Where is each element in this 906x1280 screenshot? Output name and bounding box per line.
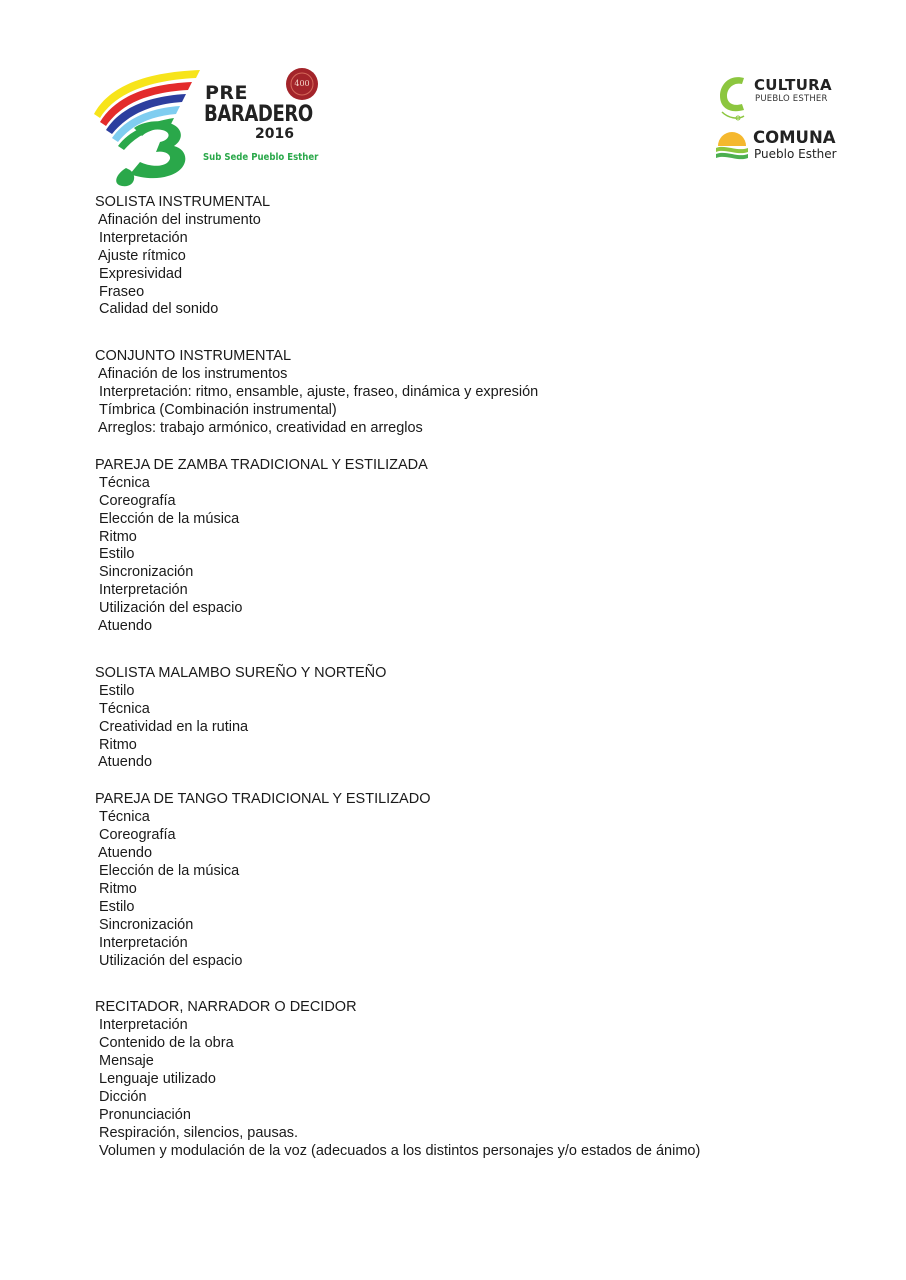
list-item: Coreografía: [99, 492, 176, 509]
list-item: Ritmo: [99, 528, 137, 545]
list-item: Estilo: [99, 546, 135, 563]
list-item: Arreglos: trabajo armónico, creatividad en arreglos: [98, 419, 423, 436]
comuna-logo: [714, 128, 844, 168]
list-item: Interpretación: [99, 1017, 188, 1034]
list-item: Ajuste rítmico: [98, 247, 186, 264]
list-item: Estilo: [99, 898, 135, 915]
list-item: Mensaje: [99, 1053, 154, 1070]
list-item: Utilización del espacio: [99, 952, 243, 969]
section-title: RECITADOR, NARRADOR O DECIDOR: [95, 999, 357, 1016]
pre-baradero-logo: [90, 66, 330, 188]
list-item: Elección de la música: [99, 510, 240, 527]
logo-year-text: 2016: [255, 126, 294, 142]
list-item: Técnica: [99, 700, 150, 717]
list-item: Sincronización: [99, 564, 194, 581]
section-conjunto-instrumental: [95, 348, 875, 438]
section-solista-malambo: [95, 665, 875, 772]
section-solista-instrumental: [95, 194, 875, 319]
section-pareja-tango: [95, 791, 875, 970]
list-item: Pronunciación: [99, 1106, 191, 1123]
logo-subsede-text: Sub Sede Pueblo Esther: [203, 152, 319, 163]
cultura-logo: [714, 72, 844, 122]
list-item: Dicción: [99, 1088, 147, 1105]
section-recitador: [95, 999, 875, 1160]
section-title: PAREJA DE ZAMBA TRADICIONAL Y ESTILIZADA: [95, 456, 428, 473]
list-item: Elección de la música: [99, 863, 240, 879]
cultura-c-icon: [714, 72, 754, 122]
list-item: Creatividad en la rutina: [99, 718, 249, 735]
list-item: Sincronización: [99, 916, 194, 933]
list-item: Coreografía: [99, 827, 176, 844]
section-title: SOLISTA MALAMBO SUREÑO Y NORTEÑO: [95, 664, 387, 681]
criteria-document: [95, 194, 875, 1180]
list-item: Volumen y modulación de la voz (adecuados a los distintos personajes y/o estados de ánimo): [99, 1142, 701, 1159]
list-item: Fraseo: [99, 283, 145, 300]
section-title: PAREJA DE TANGO TRADICIONAL Y ESTILIZADO: [95, 791, 431, 808]
section-title: SOLISTA INSTRUMENTAL: [95, 194, 271, 210]
logo-pre-text: PRE: [205, 82, 249, 104]
list-item: Ritmo: [99, 736, 137, 753]
list-item: Técnica: [99, 809, 150, 826]
list-item: Interpretación: [99, 582, 188, 599]
logo-baradero-text: BARADERO: [204, 102, 313, 127]
list-item: Interpretación: ritmo, ensamble, ajuste, fraseo, dinámica y expresión: [99, 384, 539, 401]
list-item: Afinación del instrumento: [98, 211, 261, 228]
list-item: Interpretación: [99, 934, 188, 951]
list-item: Interpretación: [99, 229, 188, 246]
list-item: Técnica: [99, 474, 150, 491]
list-item: Ritmo: [99, 880, 137, 897]
list-item: Atuendo: [98, 754, 153, 771]
list-item: Lenguaje utilizado: [99, 1071, 216, 1088]
comuna-title: COMUNA: [753, 128, 836, 147]
list-item: Calidad del sonido: [99, 301, 219, 318]
list-item: Afinación de los instrumentos: [98, 366, 288, 383]
section-pareja-zamba: [95, 457, 875, 636]
cultura-subtitle: PUEBLO ESTHER: [755, 94, 828, 104]
comuna-subtitle: Pueblo Esther: [754, 147, 837, 161]
list-item: Respiración, silencios, pausas.: [99, 1124, 299, 1141]
list-item: Expresividad: [99, 265, 183, 282]
list-item: Atuendo: [98, 618, 153, 635]
list-item: Atuendo: [98, 845, 153, 862]
cultura-title: CULTURA: [754, 76, 832, 94]
page-header: [0, 0, 906, 195]
comuna-sunrise-icon: [714, 128, 752, 164]
section-title: CONJUNTO INSTRUMENTAL: [95, 348, 292, 365]
list-item: Tímbrica (Combinación instrumental): [99, 402, 337, 419]
list-item: Utilización del espacio: [99, 600, 243, 617]
list-item: Contenido de la obra: [99, 1035, 234, 1052]
seal-text: 400: [294, 79, 310, 88]
list-item: Estilo: [99, 682, 135, 699]
